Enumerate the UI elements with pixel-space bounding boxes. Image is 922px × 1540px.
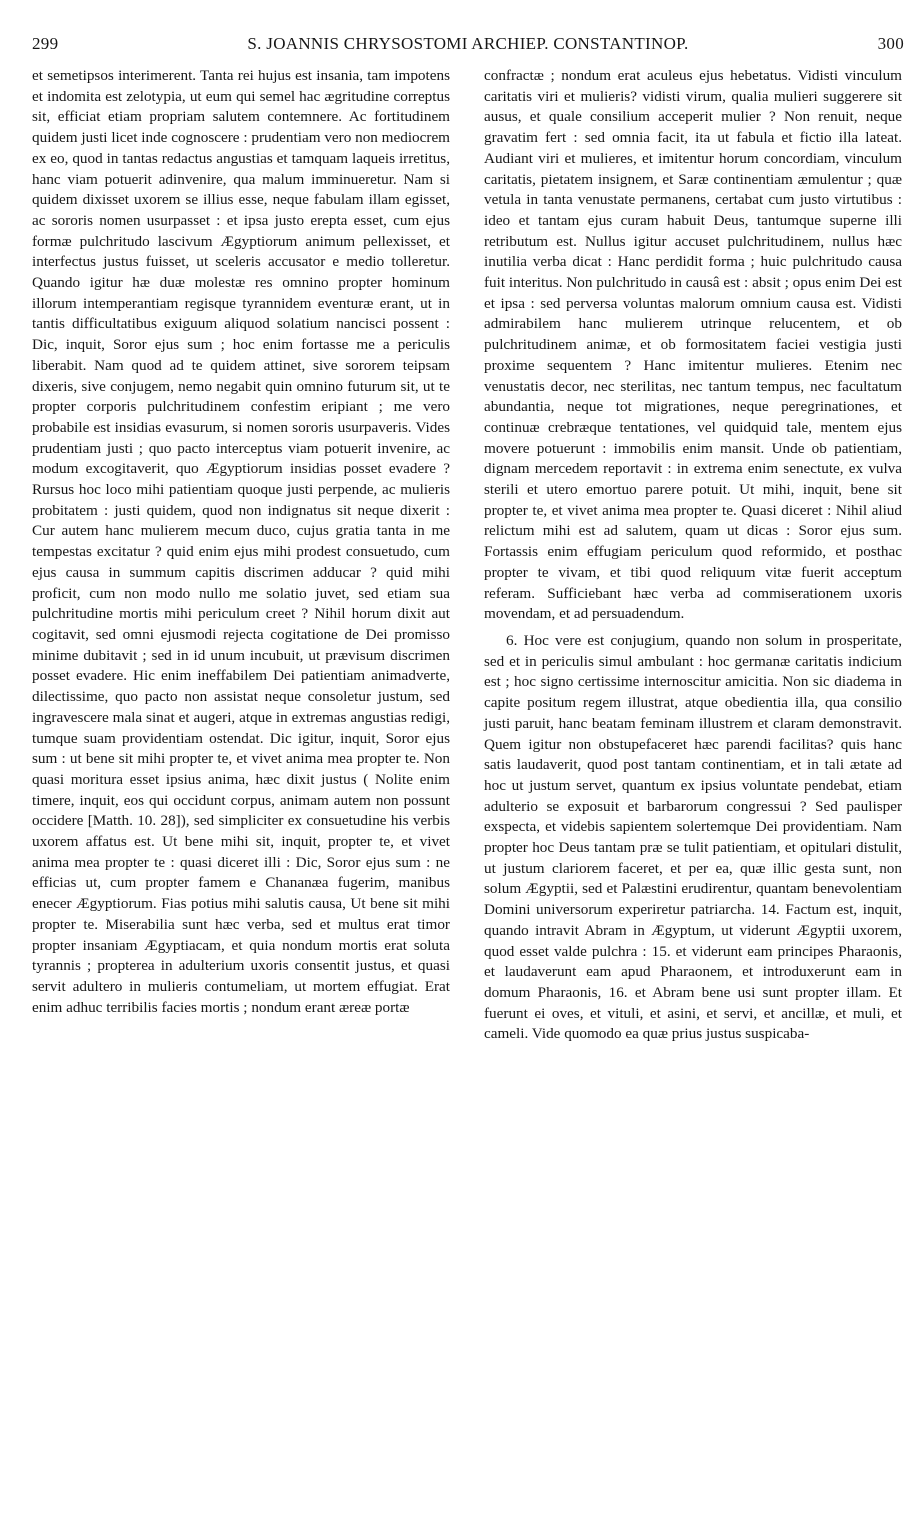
running-header <box>32 22 904 62</box>
column-right-paragraph-1: confractæ ; nondum erat aculeus ejus hebetatus. Vidisti vinculum caritatis viri et mulieris? vidisti virum, qualia mulieri suggerere sit ausus, et quale consilium acceperit mulier ? Non renuit, neque gravatim fert : sed omnia facit, ita ut fabula et fictio illa lateat. Audiant viri et mulieres, et imitentur horum concordiam, vinculum caritatis, pietatem insignem, et Saræ continentiam æmulentur ; quæ vetula in tanta venustate permanens, certabat cum justo virtutibus : ideo et tantam ejus curam habuit Deus, tantumque superne illi retributum est. Nullus igitur accuset pulchritudinem, nullus hæc inutilia verba dicat : Hanc perdidit forma ; huic pulchritudo causa fuit interitus. Non pulchritudo in causâ est : absit ; opus enim Dei est et ipsa : sed perversa voluntas malorum omnium causa est. Vidisti admirabilem hanc mulierem utrinque relucentem, et ob pulchritudinem animæ, et ob formositatem faciei vestigia justi proxime sequentem ? Hanc imitentur mulieres. Etenim nec venustatis decor, nec sterilitas, nec tantum tempus, nec facultatum abundantia, neque tot migrationes, neque peregrinationes, et continuæ crebræque tentationes, vel quidquid tale, mentem ejus movere potuerunt : immobilis enim mansit. Unde ob patientiam, dignam mercedem reportavit : in extrema enim senectute, ex vulva sterili et utero emortuo parere potuit. Ut mihi, inquit, bene sit propter te, et vivet anima mea propter te. Quasi diceret : Nihil aliud relictum mihi est ad salutem, quam ut dicas : Soror ejus sum. Fortassis enim effugiam periculum quod reformido, et posthac propter te vivam, et tibi quod reliquum vitæ fuerit acceptum referam. Sufficiebant hæc verba ad commiserationem uxoris movendam, et ad persuadendum. <box>484 67 902 623</box>
column-right-paragraph-2: 6. Hoc vere est conjugium, quando non solum in prosperitate, sed et in periculis simul ambulant : hoc germanæ caritatis indicium est ; hoc signo certissime internoscitur amicitia. Non sic diadema in capite positum regem illustrat, atque obedientia illa, qua consilio justi paruit, hanc beatam feminam illustrem et claram demonstravit. Quem igitur non obstupefaceret hæc parendi facilitas? quis hanc satis laudaverit, quod post tantam continentiam, et in tali ætate ad hoc ut justum servet, quantum ex ipsius voluntate pendebat, etiam adulterio se exposuit et barbarorum congressui ? Sed paulisper exspecta, et videbis sapientem solertemque Dei providentiam. Nam propter hoc Deus tantam præ se tulit patientiam, et opitulari distulit, ut justum clariorem faceret, et per ea, quæ illic gesta sunt, non solum Ægyptii, sed et Palæstini erudirentur, quantam benevolentiam Domini universorum experiretur patriarcha. 14. Factum est, inquit, quando intravit Abram in Ægyptum, ut viderunt Ægyptii uxorem, quod esset valde pulchra : 15. et viderunt eam principes Pharaonis, et laudaverunt eam apud Pharaonem, et introduxerunt eam in domum Pharaonis, 16. et Abram bene usi sunt propter illam. Et fuerunt ei oves, et vituli, et asini, et servi, et ancillæ, et muli, et cameli. Vide quomodo ea quæ prius justus suspicaba- <box>484 631 902 1043</box>
text-column-right <box>484 66 902 1045</box>
page-number-left: 299 <box>32 34 59 53</box>
column-left-text: et semetipsos interimerent. Tanta rei hujus est insania, tam impotens et indomita est zelotypia, ut eum qui semel hac ægritudine correptus sit, efficiat etiam propriam salutem contemnere. Ac fortitudinem quidem justi licet inde cognoscere : prudentiam vero non mediocrem ex eo, quod in tantas redactus angustias et tamquam laqueis irretitus, hanc viam potuerit adinvenire, qua malum imminueretur. Nam si quidem dixisset uxorem se illius esse, neque fabulam illam egisset, ac sororis nomen usurpasset : et ipsa justo erepta esset, cum ejus formæ pulchritudo lascivum Ægyptiorum animum pellexisset, et interfectus justus fuisset, ut sceleris accusator e medio tolleretur. Quando igitur hæ duæ molestæ res omnino propter hominum illorum intemperantiam regisque tyrannidem eventuræ erant, ut in tantis difficultatibus exiguum aliquod solatium nancisci possent : Dic, inquit, Soror ejus sum ; hoc enim fortasse me a periculis liberabit. Nam quod ad te quidem attinet, sive sororem teipsam dixeris, sive conjugem, nemo negabit quin omnino futurum sit, ut te propter corporis pulchritudinem confestim eripiant ; me vero probabile est insidias evasurum, si nomen sororis usurpaveris. Vides prudentiam justi ; quo pacto interceptus viam potuerit invenire, ac modum excogitaverit, quo Ægyptiorum insidias posset evadere ? Rursus hoc loco mihi patientiam quoque justi perpende, ac mulieris probitatem : justi quidem, quod non indignatus sit neque dixerit : Cur autem hanc mulierem mecum duco, cujus gratia tanta in me tempestas excitatur ? quid enim ejus mihi prodest consuetudo, cum ejus causa in summum capitis discrimen adducar ? quid mihi proficit, cum non modo nullo me solatio juvet, sed etiam sua pulchritudine mortis mihi periculum creet ? Nihil horum dixit aut cogitavit, sed omni ejusmodi rejecta cogitatione de Dei promisso minime dubitavit ; sed in id unum incubuit, ut prævisum discrimen posset evadere. Hic enim ineffabilem Dei patientiam animadverte, dilectissime, quo pacto non assistat neque consoletur justum, sed ingravescere mala sinat et augeri, atque in extremas angustias redigi, tumque suam providentiam ostendat. Dic igitur, inquit, Soror ejus sum : ut bene sit mihi propter te, et vivet anima mea propter te. Non quasi moritura esset ipsius anima, hæc dixit justus ( Nolite enim timere, inquit, eos qui occidunt corpus, animam autem non possunt occidere [Matth. 10. 28]), sed simpliciter ex consuetudine his verbis uxorem affatus est. Ut bene mihi sit, inquit, propter te, et vivet anima mea propter te : quasi diceret illi : Dic, Soror ejus sum : ne efficias ut, cum propter famem e Chananæa fugerim, manibus enecer Ægyptiorum. Fias potius mihi salutis causa, Ut bene sit mihi propter te. Miserabilia sunt hæc verba, sed et multus erat timor propter insaniam Ægyptiacam, et quia nondum mortis erat soluta tyrannis ; propterea in adulterium uxoris consentit justus, et quasi servit adultero in mulieris contumeliam, ut mortem effugiat. Erat enim adhuc terribilis facies mortis ; nondum erant æreæ portæ <box>32 67 450 1016</box>
page-number-right: 300 <box>877 34 904 53</box>
running-title: S. JOANNIS CHRYSOSTOMI ARCHIEP. CONSTANTINOP. <box>247 34 689 53</box>
text-column-left <box>32 66 450 1018</box>
